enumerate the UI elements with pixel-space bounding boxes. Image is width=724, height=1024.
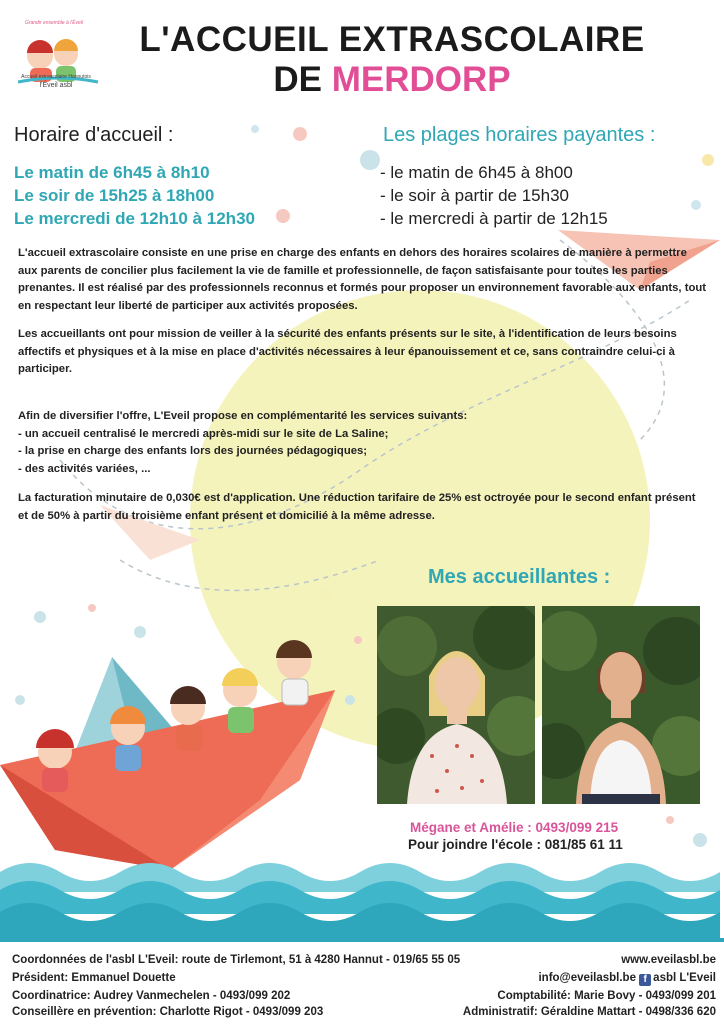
staff-photo — [377, 606, 535, 804]
facebook-icon[interactable]: f — [639, 974, 651, 986]
paragraph-mission: Les accueillants ont pour mission de veiller à la sécurité des enfants présents sur le site, à l'identification de leurs besoins affectifs et physiques et à la mise en place d'activités nécessaires à leur épanouissement et ce, sans contraindre celui-ci à participer. — [18, 328, 677, 376]
footer-president: Président: Emmanuel Douette — [12, 972, 176, 984]
service-item: - la prise en charge des enfants lors des journées pédagogiques; — [18, 445, 368, 458]
schedule-item: Le matin de 6h45 à 8h10 — [14, 163, 210, 182]
paid-schedule-item: - le mercredi à partir de 12h15 — [380, 209, 608, 228]
service-item: - un accueil centralisé le mercredi après-midi sur le site de La Saline; — [18, 427, 389, 440]
logo-caption-org: l'Éveil asbl — [39, 82, 73, 89]
staff-names-phone: Mégane et Amélie : 0493/099 215 — [410, 820, 619, 835]
paragraph-services — [18, 408, 708, 478]
footer-facebook-link[interactable]: asbl L'Eveil — [653, 972, 716, 984]
staff-title: Mes accueillantes : — [428, 566, 611, 588]
title-location: MERDORP — [331, 60, 511, 99]
footer-address: Coordonnées de l'asbl L'Eveil: route de Tirlemont, 51 à 4280 Hannut - 019/65 55 05 — [12, 954, 461, 966]
schedule-item: Le soir de 15h25 à 18h00 — [14, 186, 215, 205]
footer-coordinator: Coordinatrice: Audrey Vanmechelen - 0493/099 202 — [12, 990, 291, 1002]
footer-website-link[interactable]: www.eveilasbl.be — [621, 954, 716, 966]
footer-prevention-advisor: Conseillère en prévention: Charlotte Rigot - 0493/099 203 — [12, 1006, 324, 1018]
title-prefix: DE — [273, 60, 322, 99]
schedule-item: Le mercredi de 12h10 à 12h30 — [14, 209, 255, 228]
school-contact: Pour joindre l'école : 081/85 61 11 — [408, 837, 623, 852]
footer-email-link[interactable]: info@eveilasbl.be — [538, 972, 636, 984]
service-item: - des activités variées, ... — [18, 462, 151, 475]
logo-caption: Accueil extrascolaire Hannutois — [21, 74, 91, 80]
footer-administration: Administratif: Géraldine Mattart - 0498/336 620 — [462, 1006, 716, 1018]
footer-social — [538, 972, 716, 986]
page-title: L'ACCUEIL EXTRASCOLAIRE — [139, 20, 645, 59]
paragraph-intro: L'accueil extrascolaire consiste en une prise en charge des enfants en dehors des horaires scolaires de manière à permettre aux parents de concilier plus facilement la vie de famille et professionnelle, de façon satisfaisante pour toutes les parties prenantes. Il est réalisé par des professionnels reconnus et formés pour proposer un environnement favorable aux enfants, tout en respectant leur liberté de participer aux activités proposées. — [18, 247, 707, 312]
schedule-title: Horaire d'accueil : — [14, 124, 174, 146]
footer-accounting: Comptabilité: Marie Bovy - 0493/099 201 — [497, 990, 716, 1002]
staff-photo — [542, 606, 700, 804]
paid-schedule-item: - le soir à partir de 15h30 — [380, 186, 569, 205]
paid-schedule-item: - le matin de 6h45 à 8h00 — [380, 163, 573, 182]
logo-tagline: Grandir ensemble à l'Éveil — [24, 20, 84, 26]
services-intro: Afin de diversifier l'offre, L'Eveil propose en complémentarité les services suivants: — [18, 410, 468, 422]
paid-schedule-title: Les plages horaires payantes : — [383, 124, 656, 146]
waves-illustration — [0, 863, 724, 942]
paragraph-billing: La facturation minutaire de 0,030€ est d'application. Une réduction tarifaire de 25% est octroyée pour le second enfant présent et de 50% à partir du troisième enfant présent et domicilié à la même adresse. — [18, 492, 696, 522]
page-subtitle — [0, 60, 724, 100]
